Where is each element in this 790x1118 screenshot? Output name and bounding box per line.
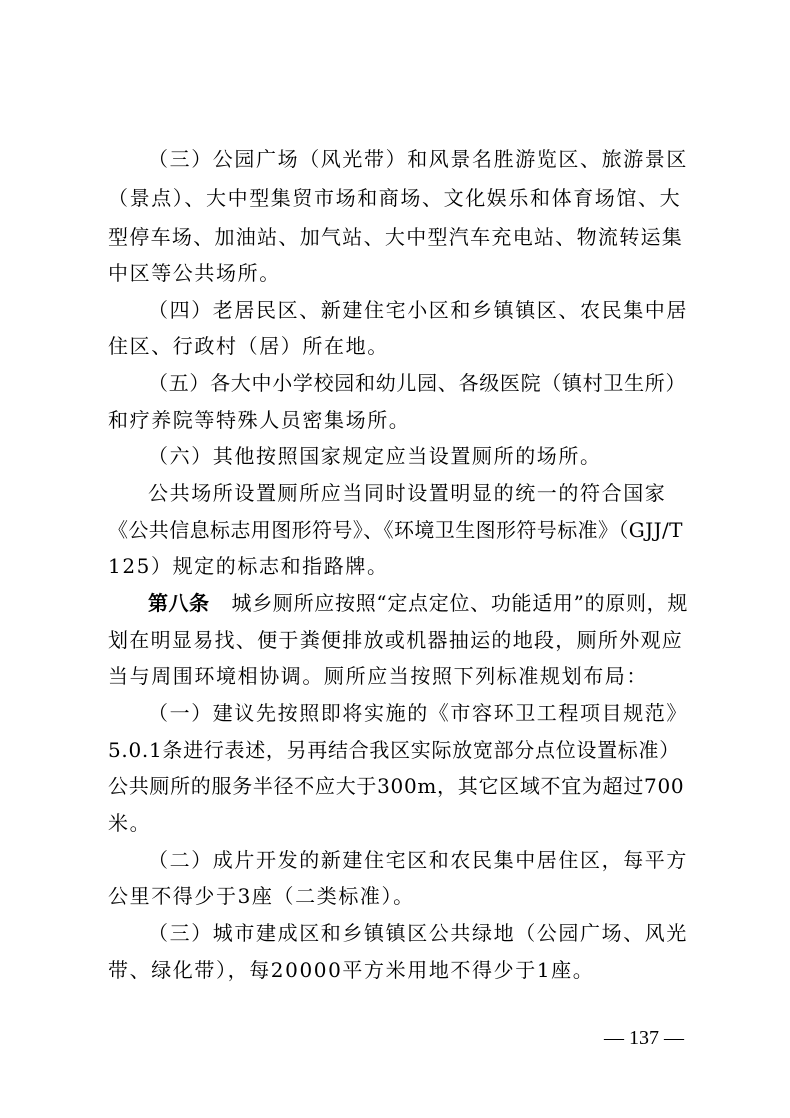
- text-line: 带、绿化带），每20000平方米用地不得少于1座。: [108, 958, 595, 982]
- text-line: 当与周围环境相协调。厕所应当按照下列标准规划布局：: [108, 664, 648, 688]
- article-line: [148, 591, 688, 615]
- page-number: — 137 —: [604, 1027, 684, 1049]
- text-line: 《公共信息标志用图形符号》、《环境卫生图形符号标准》（GJJ/T: [108, 518, 683, 542]
- text-line: 公里不得少于3座（二类标准）。: [108, 884, 415, 908]
- text-line: 公共厕所的服务半径不应大于300m，其它区域不宜为超过700: [108, 774, 685, 798]
- text-line: 公共场所设置厕所应当同时设置明显的统一的符合国家: [148, 481, 667, 505]
- text-line: 划在明显易找、便于粪便排放或机器抽运的地段，厕所外观应: [108, 628, 684, 652]
- article-label: 第八条: [148, 591, 210, 615]
- text-line: （三）公园广场（风光带）和风景名胜游览区、旅游景区: [148, 147, 688, 171]
- text-line: （四）老居民区、新建住宅小区和乡镇镇区、农民集中居: [148, 298, 688, 322]
- text-line: （五）各大中小学校园和幼儿园、各级医院（镇村卫生所）: [148, 371, 687, 395]
- text-line: （三）城市建成区和乡镇镇区公共绿地（公园广场、风光: [148, 921, 688, 945]
- text-line: 和疗养院等特殊人员密集场所。: [108, 408, 411, 432]
- text-line: （景点）、大中型集贸市场和商场、文化娱乐和体育场馆、大: [108, 186, 682, 210]
- text-line: 125）规定的标志和指路牌。: [108, 554, 389, 578]
- text-line: （六）其他按照国家规定应当设置厕所的场所。: [148, 444, 602, 468]
- text-line: 住区、行政村（居）所在地。: [108, 334, 389, 358]
- text-line: 型停车场、加油站、加气站、大中型汽车充电站、物流转运集: [108, 225, 684, 249]
- text-run: 城乡厕所应按照“定点定位、功能适用”的原则，规: [231, 591, 689, 615]
- text-line: （二）成片开发的新建住宅区和农民集中居住区，每平方: [148, 848, 688, 872]
- text-line: 中区等公共场所。: [108, 261, 281, 285]
- text-line: 米。: [108, 811, 152, 835]
- text-line: 5.0.1条进行表述，另再结合我区实际放宽部分点位设置标准）: [108, 738, 680, 762]
- text-line: （一）建议先按照即将实施的《市容环卫工程项目规范》: [148, 701, 688, 725]
